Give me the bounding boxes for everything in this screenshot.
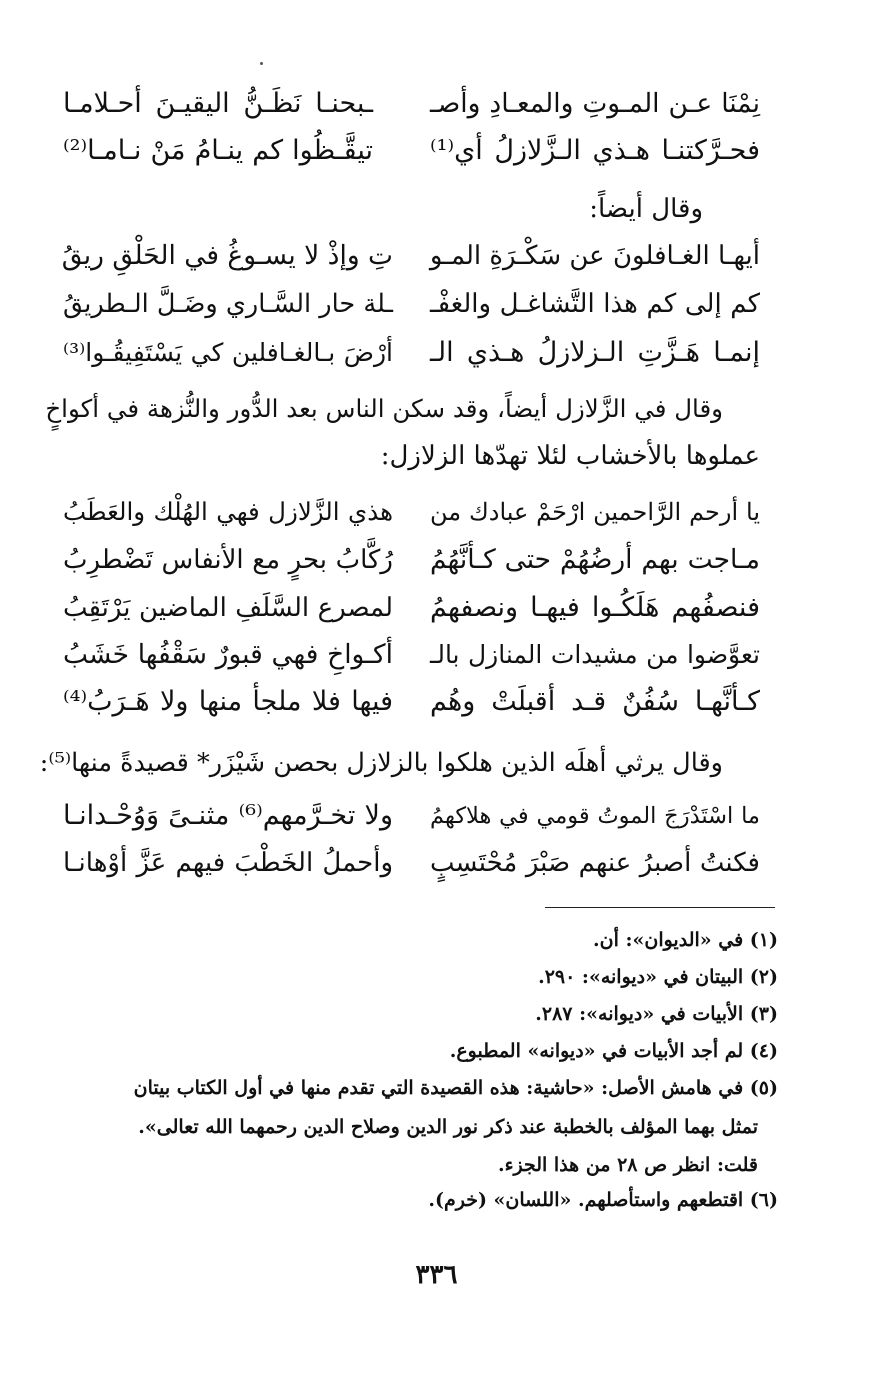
verse-2-first-hemistich: فحـرَّكتنـا هـذي الـزَّلازلُ أي⁽¹⁾: [430, 135, 760, 166]
footnote-5-continuation-2: قلت: انظر ص ٢٨ من هذا الجزء.: [497, 1154, 758, 1176]
footnote-1: (١) في «الديوان»: أن.: [593, 929, 778, 951]
verse-10-second-hemistich: فيها فلا ملجأ منها ولا هَـرَبُ⁽⁴⁾: [63, 686, 393, 717]
verse-2-second-hemistich: تيقَّـظُوا كم ينـامُ مَنْ نـامـا⁽²⁾: [63, 135, 373, 166]
verse-8-first-hemistich: فنصفُهم هَلَكُـوا فيهـا ونصفهمُ: [430, 592, 760, 623]
verse-6-second-hemistich: هذي الزَّلازل فهي الهُلْك والعَطَبُ: [63, 497, 393, 526]
footnote-separator: [545, 907, 775, 908]
footnote-4: (٤) لم أجد الأبيات في «ديوانه» المطبوع.: [449, 1040, 778, 1062]
verse-3-second-hemistich: تِ وإذْ لا يسـوغُ في الحَلْقِ ريقُ: [61, 240, 393, 271]
intro-zalazil-line-1: وقال في الزَّلازل أيضاً، وقد سكن الناس بعد الدُّور والنُّزهة في أكواخٍ: [45, 394, 723, 423]
footnote-6: (٦) اقتطعهم واستأصلهم. «اللسان» (خرم).: [428, 1189, 778, 1211]
page-number: ٣٣٦: [415, 1260, 458, 1290]
verse-12-second-hemistich: وأحملُ الخَطْبَ فيهم عَزَّ أوْهانـا: [63, 848, 393, 878]
verse-9-second-hemistich: أكـواخِ فهي قبورٌ سَقْفُها خَشَبُ: [63, 639, 393, 670]
footnote-5: (٥) في هامش الأصل: «حاشية: هذه القصيدة التي تقدم منها في أول الكتاب بيتان: [133, 1077, 778, 1099]
verse-4-first-hemistich: كم إلى كم هذا التَّشاغـل والغفْـ: [430, 289, 760, 319]
verse-1-first-hemistich: نِمْنَا عـن المـوتِ والمعـادِ وأصـ: [430, 88, 760, 119]
intro-zalazil-line-2: عملوها بالأخشاب لئلا تهدّها الزلازل:: [380, 441, 760, 471]
verse-12-first-hemistich: فكنتُ أصبرُ عنهم صَبْرَ مُحْتَسِبٍ: [430, 848, 760, 878]
intro-wa-qala-aydan: وقال أيضاً:: [589, 194, 703, 224]
verse-11-first-hemistich: ما اسْتَدْرَجَ الموتُ قومي في هلاكهمُ: [430, 803, 760, 829]
footnote-5-continuation-1: تمثل بهما المؤلف بالخطبة عند ذكر نور الدين وصلاح الدين رحمهما الله تعالى».: [138, 1116, 758, 1138]
verse-8-second-hemistich: لمصرع السَّلَفِ الماضين يَرْتَقِبُ: [63, 593, 393, 623]
verse-7-first-hemistich: مـاجت بهم أرضُهُمْ حتى كـأنَّهُمُ: [430, 544, 760, 575]
intro-ritha-shayzar: وقال يرثي أهلَه الذين هلكوا بالزلازل بحصن شَيْزَر* قصيدةً منها⁽⁵⁾:: [39, 748, 723, 778]
print-speck: [260, 62, 263, 65]
verse-5-second-hemistich: أرْضَ بـالغـافلين كي يَسْتَفِيقُـوا⁽³⁾: [63, 338, 393, 367]
verse-11-second-hemistich: ولا تخـرَّمهم⁽⁶⁾ مثنـىً وَوُحْـدانـا: [63, 800, 393, 831]
verse-1-second-hemistich: ـبحنـا نَظَـنُّ اليقيـنَ أحـلامـا: [63, 88, 373, 119]
verse-7-second-hemistich: رُكَّابُ بحرٍ مع الأنفاس تَضْطرِبُ: [63, 545, 393, 575]
verse-5-first-hemistich: إنمـا هَـزَّتِ الـزلازلُ هـذي الـ: [430, 337, 760, 368]
footnote-2: (٢) البيتان في «ديوانه»: ٢٩٠.: [538, 966, 778, 988]
footnote-3: (٣) الأبيات في «ديوانه»: ٢٨٧.: [535, 1003, 778, 1025]
verse-6-first-hemistich: يا أرحم الرَّاحمين ارْحَمْ عبادك من: [430, 498, 760, 526]
verse-10-first-hemistich: كـأنَّهـا سُفُنٌ قـد أقبلَتْ وهُم: [430, 686, 760, 717]
verse-9-first-hemistich: تعوَّضوا من مشيدات المنازل بالـ: [430, 640, 760, 669]
verse-3-first-hemistich: أيهـا الغـافلونَ عن سَكْـرَةِ المـو: [429, 241, 760, 271]
verse-4-second-hemistich: ـلة حار السَّـاري وضَـلَّ الـطريقُ: [63, 289, 393, 319]
